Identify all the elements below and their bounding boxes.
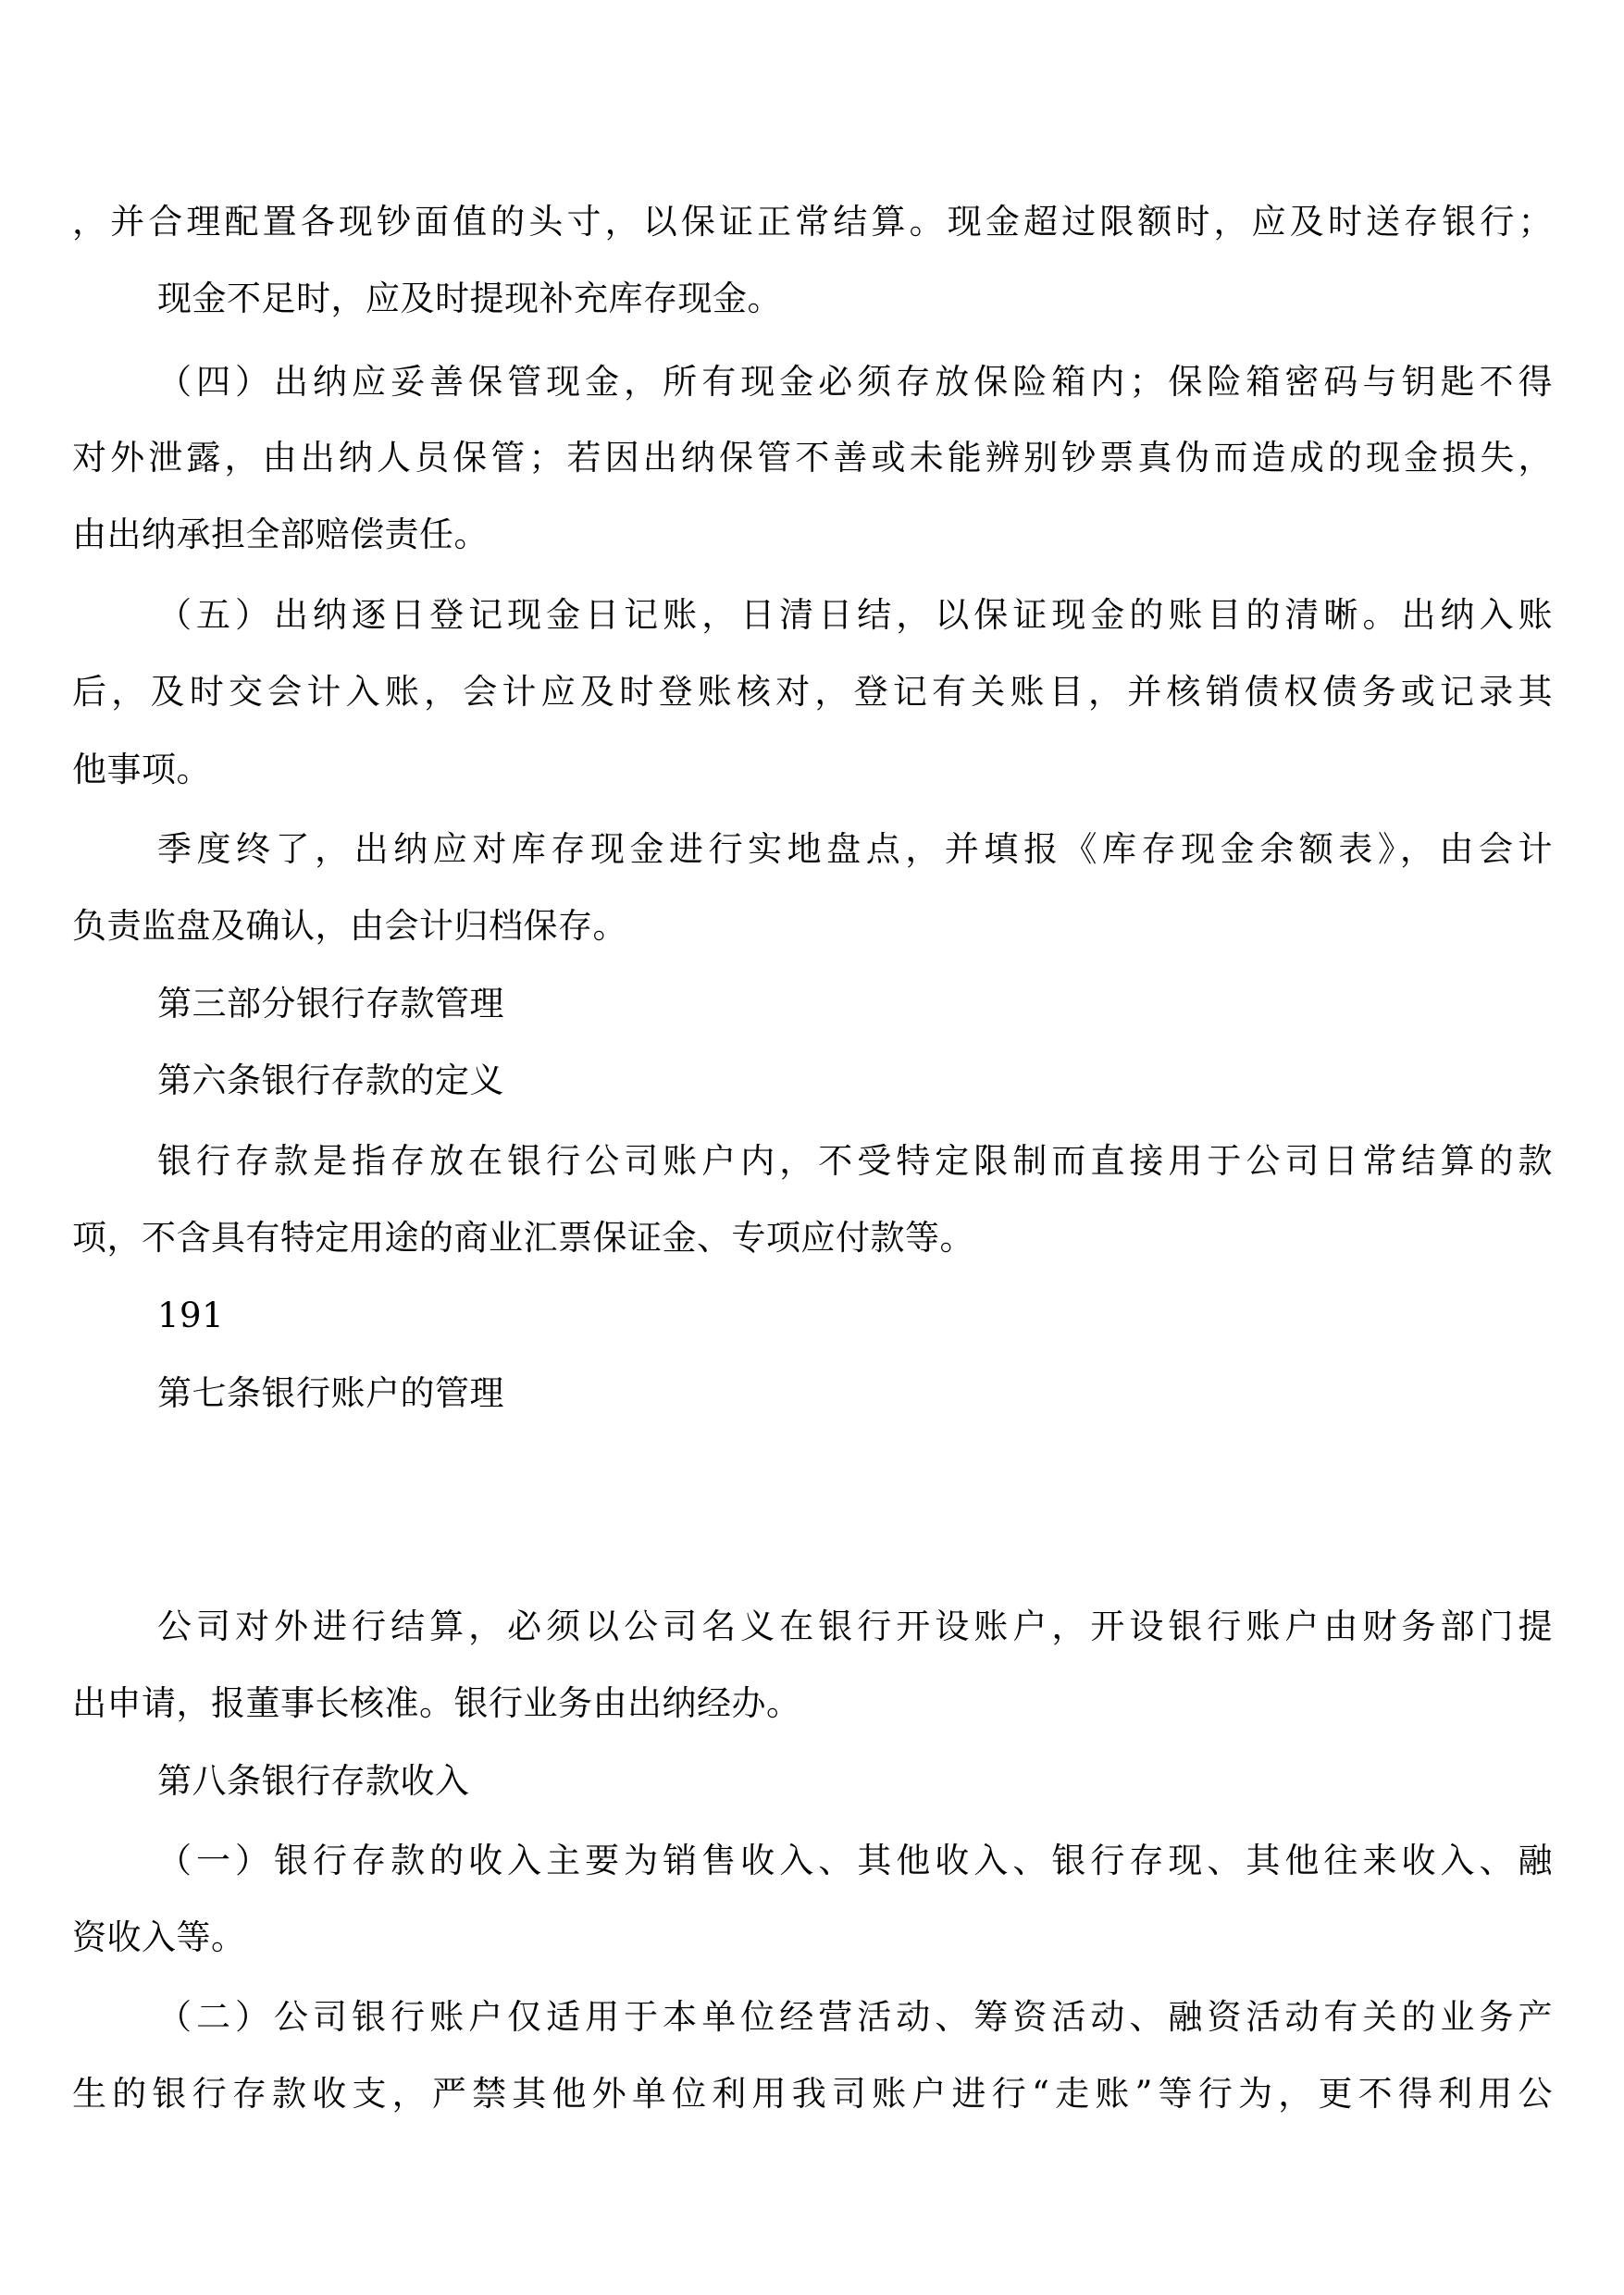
paragraph-line: 由出纳承担全部赔偿责任。: [72, 515, 489, 554]
paragraph-line: 他事项。: [72, 750, 211, 789]
article-heading: 第八条银行存款收入: [157, 1761, 470, 1801]
paragraph-line: 银行存款是指存放在银行公司账户内，不受特定限制而直接用于公司日常结算的款: [157, 1141, 1553, 1181]
paragraph-line: 资收入等。: [72, 1917, 246, 1957]
article-heading: 第七条银行账户的管理: [157, 1373, 504, 1413]
paragraph-line: ，并合理配置各现钞面值的头寸，以保证正常结算。现金超过限额时，应及时送存银行；: [72, 202, 1553, 242]
paragraph-line: （二）公司银行账户仅适用于本单位经营活动、筹资活动、融资活动有关的业务产: [157, 1997, 1553, 2037]
paragraph-line: （五）出纳逐日登记现金日记账，日清日结，以保证现金的账目的清晰。出纳入账: [157, 595, 1553, 635]
paragraph-line: 后，及时交会计入账，会计应及时登账核对，登记有关账目，并核销债权债务或记录其: [72, 672, 1553, 712]
article-heading: 第六条银行存款的定义: [157, 1061, 504, 1100]
paragraph-line: 现金不足时，应及时提现补充库存现金。: [157, 279, 782, 318]
section-heading: 第三部分银行存款管理: [157, 984, 504, 1023]
paragraph-line: （一）银行存款的收入主要为销售收入、其他收入、银行存现、其他往来收入、融: [157, 1841, 1553, 1880]
paragraph-line: 对外泄露，由出纳人员保管；若因出纳保管不善或未能辨别钞票真伪而造成的现金损失，: [72, 438, 1553, 478]
paragraph-line: 生的银行存款收支，严禁其他外单位利用我司账户进行“走账”等行为，更不得利用公: [72, 2074, 1553, 2114]
paragraph-line: 季度终了，出纳应对库存现金进行实地盘点，并填报《库存现金余额表》，由会计: [157, 829, 1553, 869]
paragraph-line: 公司对外进行结算，必须以公司名义在银行开设账户，开设银行账户由财务部门提: [157, 1606, 1553, 1646]
paragraph-line: 项，不含具有特定用途的商业汇票保证金、专项应付款等。: [72, 1218, 974, 1258]
page-number: 191: [157, 1296, 225, 1335]
paragraph-line: 负责监盘及确认，由会计归档保存。: [72, 906, 627, 946]
paragraph-line: 出申请，报董事长核准。银行业务由出纳经办。: [72, 1683, 801, 1723]
paragraph-line: （四）出纳应妥善保管现金，所有现金必须存放保险箱内；保险箱密码与钥匙不得: [157, 362, 1553, 402]
